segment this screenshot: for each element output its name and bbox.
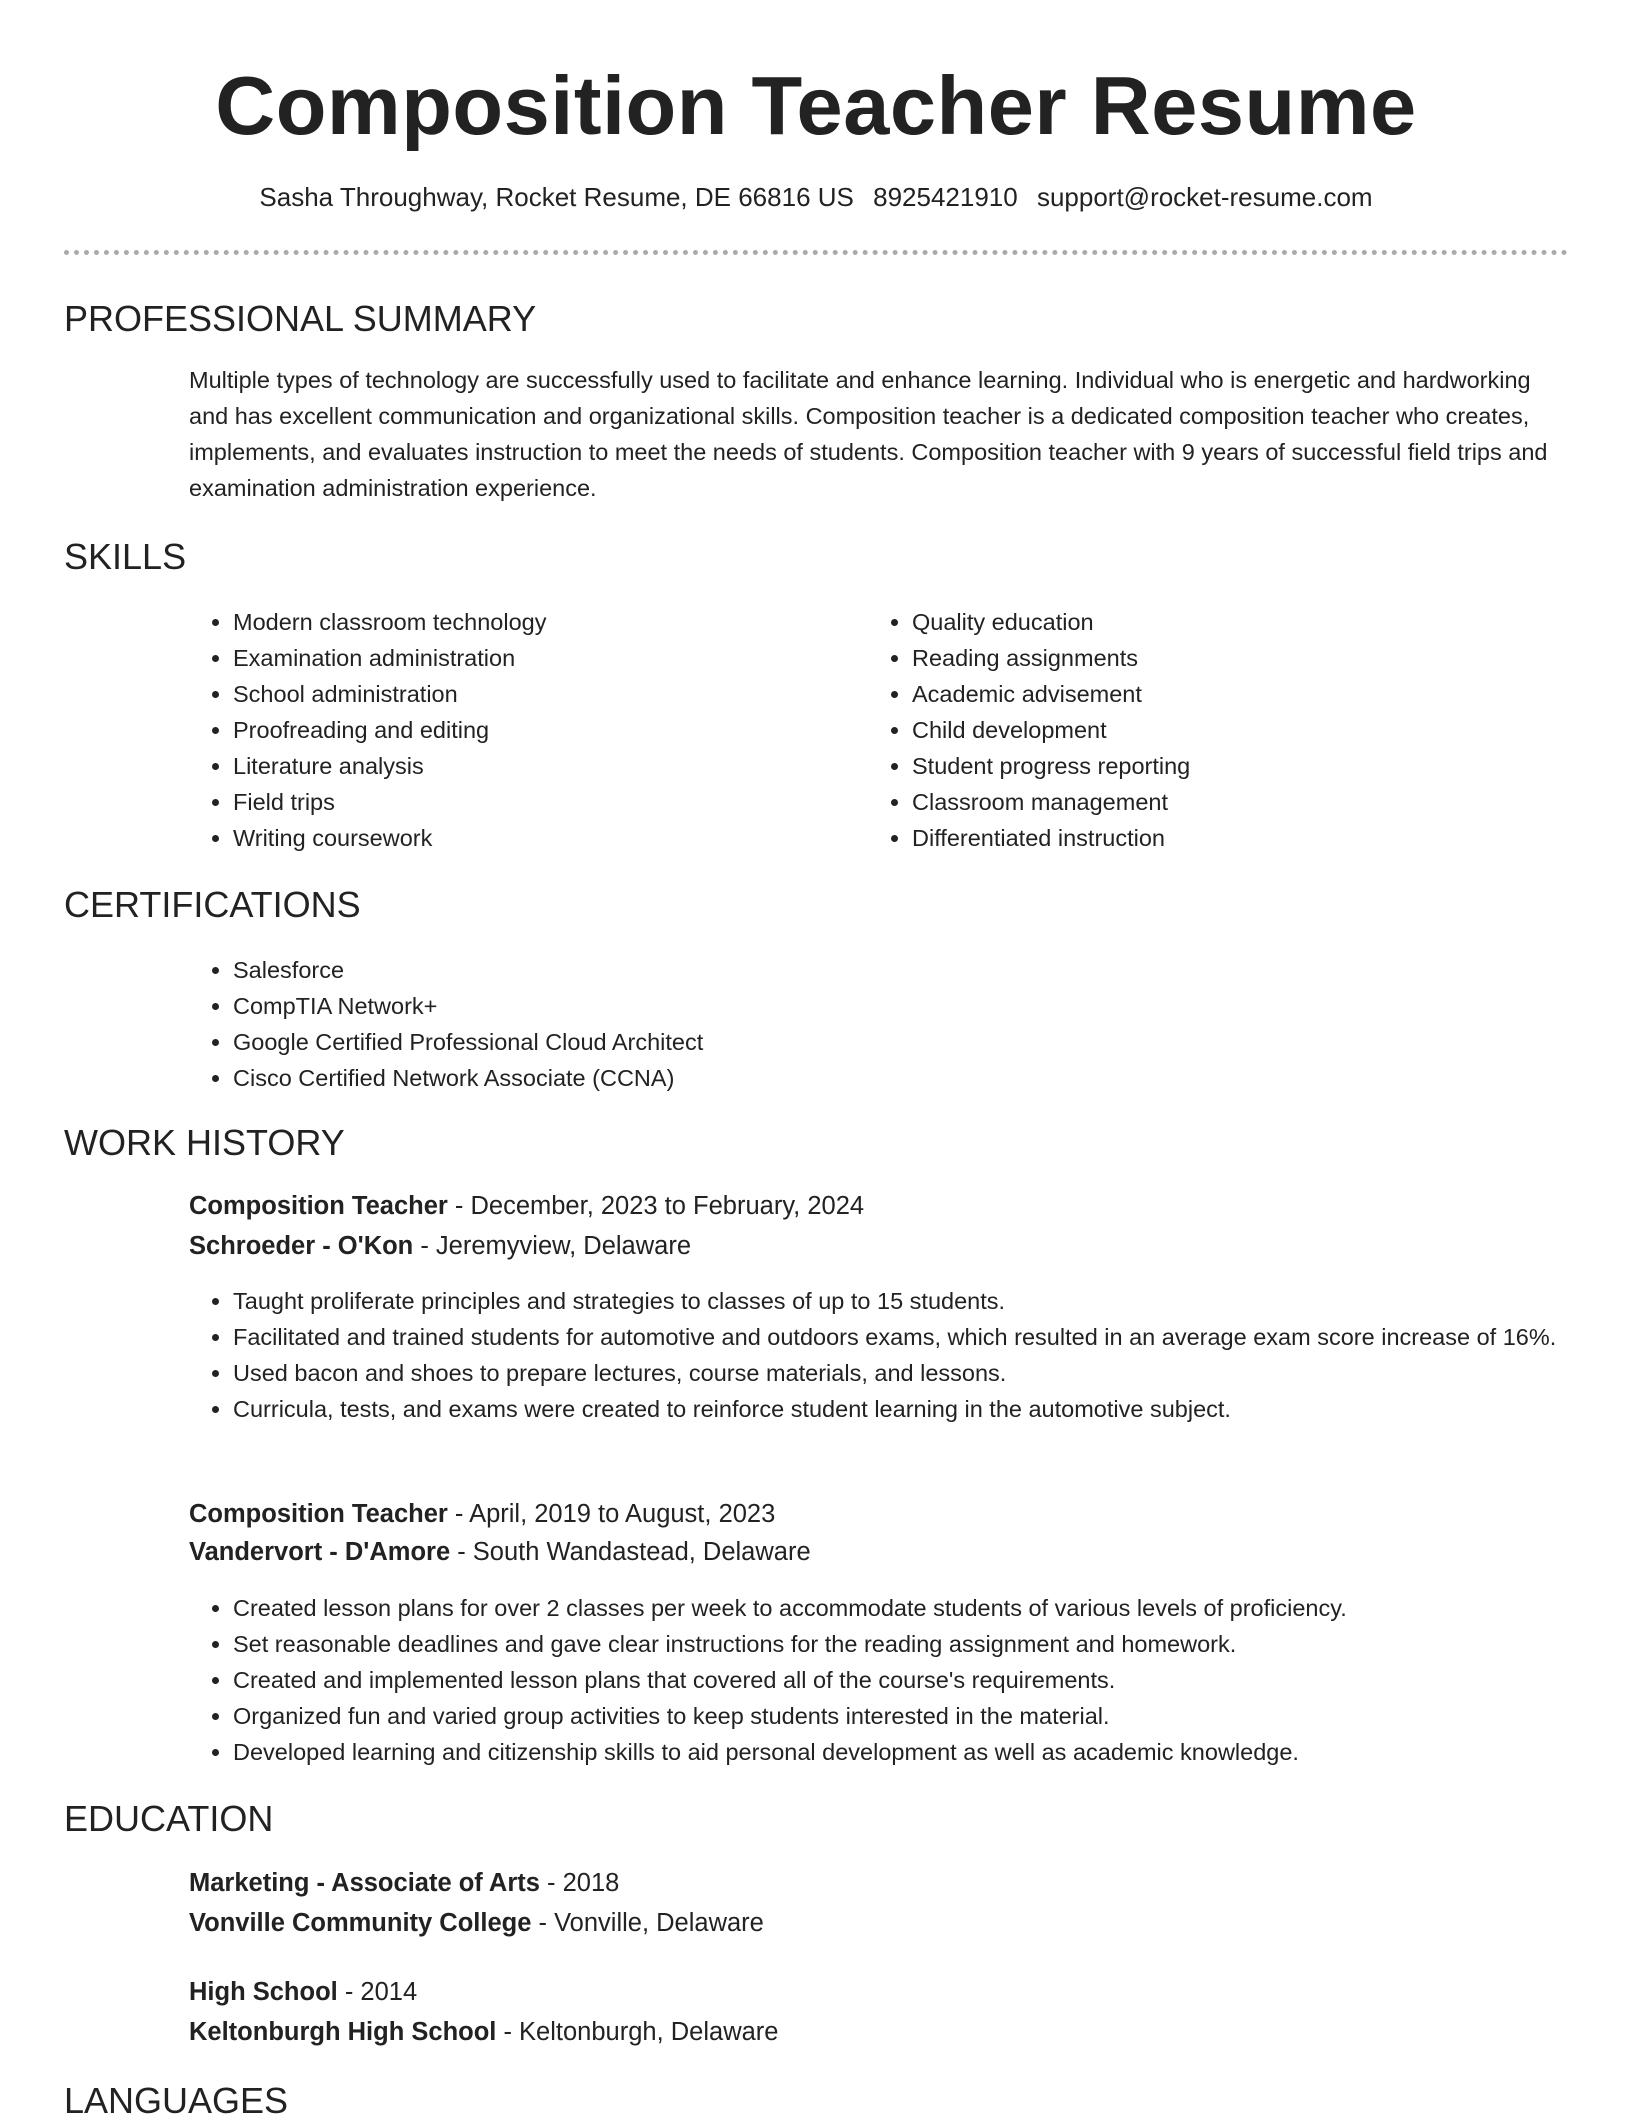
page-title: Composition Teacher Resume bbox=[215, 59, 1417, 152]
contact-email: support@rocket-resume.com bbox=[1036, 182, 1373, 212]
job-company: Schroeder - O'Kon bbox=[189, 1232, 414, 1260]
contact-phone: 8925421910 bbox=[873, 182, 1018, 212]
section-title-summary: PROFESSIONAL SUMMARY bbox=[64, 298, 537, 339]
job-dates: - April, 2019 to August, 2023 bbox=[447, 1500, 776, 1528]
list-item: • CompTIA Network+ bbox=[233, 988, 1533, 1024]
list-item: • Developed learning and citizenship skills to aid personal development as well as academic knowledge. bbox=[233, 1734, 1613, 1770]
list-item: • Modern classroom technology bbox=[233, 604, 833, 640]
list-item: • Used bacon and shoes to prepare lectures, course materials, and lessons. bbox=[233, 1355, 1613, 1391]
job-title-line bbox=[189, 1192, 864, 1221]
skills-list-right bbox=[868, 604, 1512, 856]
section-title-education: EDUCATION bbox=[64, 1798, 274, 1839]
list-item: • Child development bbox=[912, 712, 1512, 748]
certifications-list bbox=[189, 952, 1533, 1096]
job-bullets bbox=[189, 1590, 1613, 1770]
job-company-line bbox=[189, 1232, 691, 1261]
list-item: • Field trips bbox=[233, 784, 833, 820]
list-item: • Academic advisement bbox=[912, 676, 1512, 712]
list-item: • Literature analysis bbox=[233, 748, 833, 784]
contact-line bbox=[0, 182, 1632, 213]
header-divider bbox=[64, 250, 1568, 255]
list-item: • Salesforce bbox=[233, 952, 1533, 988]
job-title: Composition Teacher bbox=[189, 1500, 448, 1528]
education-location: - Keltonburgh, Delaware bbox=[496, 2018, 779, 2046]
education-year: - 2018 bbox=[539, 1869, 620, 1897]
list-item: • Classroom management bbox=[912, 784, 1512, 820]
list-item: • Taught proliferate principles and strategies to classes of up to 15 students. bbox=[233, 1283, 1613, 1319]
list-item: • Examination administration bbox=[233, 640, 833, 676]
job-location: - South Wandastead, Delaware bbox=[450, 1538, 811, 1566]
section-title-certifications: CERTIFICATIONS bbox=[64, 884, 361, 925]
job-title-line bbox=[189, 1500, 775, 1529]
section-title-skills: SKILLS bbox=[64, 536, 187, 577]
list-item: • Facilitated and trained students for automotive and outdoors exams, which resulted in an average exam score increase of 16%. bbox=[233, 1319, 1613, 1355]
list-item: • Student progress reporting bbox=[912, 748, 1512, 784]
summary-text: Multiple types of technology are successfully used to facilitate and enhance learning. Individual who is energetic and hardworking and has excellent communication and organizational skills. Composition teacher is a dedicated composition teacher who creates, implements, and evaluates instruction to meet the needs of students. Composition teacher with 9 years of successful field trips and examination administration experience. bbox=[189, 367, 1548, 501]
job-company-line bbox=[189, 1538, 811, 1567]
list-item: • Cisco Certified Network Associate (CCNA) bbox=[233, 1060, 1533, 1096]
education-year: - 2014 bbox=[337, 1978, 418, 2006]
list-item: • Set reasonable deadlines and gave clear instructions for the reading assignment and homework. bbox=[233, 1626, 1613, 1662]
job-location: - Jeremyview, Delaware bbox=[413, 1232, 692, 1260]
education-school: Vonville Community College bbox=[189, 1909, 532, 1937]
contact-address: Sasha Throughway, Rocket Resume, DE 66816 US bbox=[259, 182, 854, 212]
list-item: • Google Certified Professional Cloud Architect bbox=[233, 1024, 1533, 1060]
section-title-languages: LANGUAGES bbox=[64, 2080, 289, 2121]
education-degree: Marketing - Associate of Arts bbox=[189, 1869, 540, 1897]
list-item: • Created and implemented lesson plans that covered all of the course's requirements. bbox=[233, 1662, 1613, 1698]
education-school: Keltonburgh High School bbox=[189, 2018, 497, 2046]
job-title: Composition Teacher bbox=[189, 1192, 448, 1220]
job-dates: - December, 2023 to February, 2024 bbox=[447, 1192, 865, 1220]
skills-list-left bbox=[189, 604, 833, 856]
list-item: • Differentiated instruction bbox=[912, 820, 1512, 856]
education-school-line bbox=[189, 1909, 764, 1938]
list-item: • Writing coursework bbox=[233, 820, 833, 856]
list-item: • Quality education bbox=[912, 604, 1512, 640]
list-item: • Curricula, tests, and exams were created to reinforce student learning in the automotive subject. bbox=[233, 1391, 1613, 1427]
list-item: • Reading assignments bbox=[912, 640, 1512, 676]
job-bullets bbox=[189, 1283, 1613, 1427]
list-item: • Organized fun and varied group activities to keep students interested in the material. bbox=[233, 1698, 1613, 1734]
education-location: - Vonville, Delaware bbox=[531, 1909, 764, 1937]
list-item: • Created lesson plans for over 2 classes per week to accommodate students of various levels of proficiency. bbox=[233, 1590, 1613, 1626]
job-company: Vandervort - D'Amore bbox=[189, 1538, 451, 1566]
list-item: • Proofreading and editing bbox=[233, 712, 833, 748]
education-degree-line bbox=[189, 1869, 619, 1898]
section-title-work-history: WORK HISTORY bbox=[64, 1122, 345, 1163]
education-school-line bbox=[189, 2018, 778, 2047]
education-degree: High School bbox=[189, 1978, 338, 2006]
list-item: • School administration bbox=[233, 676, 833, 712]
education-degree-line bbox=[189, 1978, 417, 2007]
